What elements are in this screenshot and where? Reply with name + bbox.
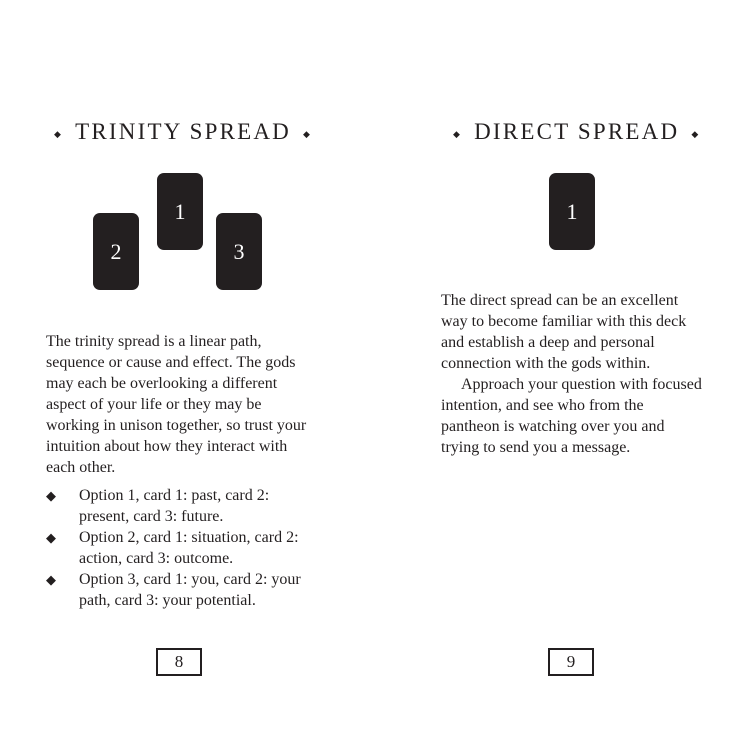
card-number: 2	[110, 238, 122, 264]
card-2	[93, 213, 139, 290]
list-item	[46, 569, 308, 611]
paragraph-text: Approach your question with focused intention, and see who from the pantheon is watching over you and trying to send you a message.	[441, 376, 702, 456]
card-number: 3	[233, 238, 245, 264]
card-number: 1	[174, 198, 186, 224]
list-item-text: Option 3, card 1: you, card 2: your path, card 3: your potential.	[79, 571, 301, 609]
page-number: 8	[156, 648, 202, 676]
title-text: TRINITY SPREAD	[75, 119, 291, 144]
title-ornament-right: ◆	[303, 128, 313, 139]
title-text: DIRECT SPREAD	[474, 119, 680, 144]
paragraph-text: The direct spread can be an excellent way to become familiar with this deck and establish a deep and personal connection with the gods within.	[441, 292, 687, 372]
paragraph-text: The trinity spread is a linear path, sequence or cause and effect. The gods may each be overlooking a different aspect of your life or they may be working in unison together, so trust your intuition about how they interact with each other.	[46, 333, 307, 476]
card-number: 1	[566, 198, 578, 224]
body-paragraph	[46, 331, 308, 478]
title-ornament-left: ◆	[453, 128, 463, 139]
bullet-icon: ◆	[46, 572, 56, 587]
list-item	[46, 485, 308, 527]
bullet-icon: ◆	[46, 530, 56, 545]
page-title	[453, 117, 700, 147]
title-ornament-left: ◆	[54, 128, 64, 139]
card-1	[157, 173, 203, 250]
options-list	[46, 485, 308, 611]
page-title	[54, 117, 312, 147]
list-item-text: Option 2, card 1: situation, card 2: action, card 3: outcome.	[79, 529, 299, 567]
card-1	[549, 173, 595, 250]
title-ornament-right: ◆	[691, 128, 701, 139]
card-3	[216, 213, 262, 290]
bullet-icon: ◆	[46, 488, 56, 503]
list-item	[46, 527, 308, 569]
list-item-text: Option 1, card 1: past, card 2: present, card 3: future.	[79, 487, 270, 525]
body-paragraph	[441, 290, 706, 458]
right-page	[375, 0, 750, 750]
page-number: 9	[548, 648, 594, 676]
